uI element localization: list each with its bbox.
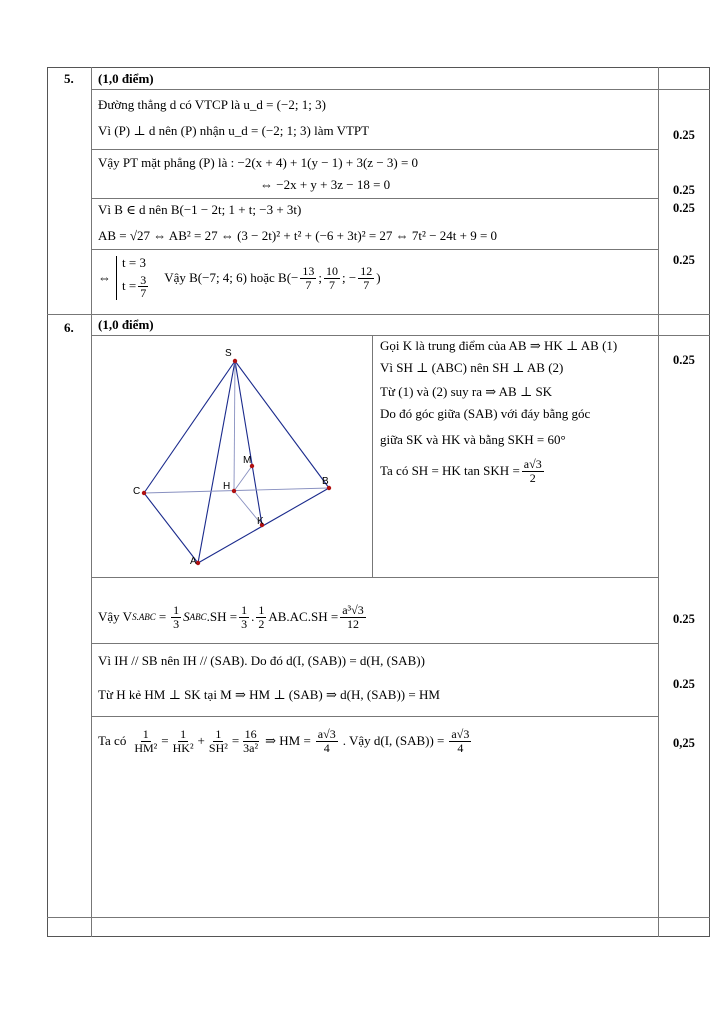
row-divider bbox=[91, 149, 658, 150]
q5-distance-equation: AB = √27 ⇔ AB² = 27 ⇔ (3 − 2t)² + t² + (−6 + 3t)² = 27 ⇔ 7t² − 24t + 9 = 0 bbox=[98, 228, 498, 243]
row-divider bbox=[47, 917, 710, 918]
denominator: 2 bbox=[258, 616, 265, 631]
numerator: 16 bbox=[244, 727, 257, 741]
edge-sc bbox=[144, 361, 235, 493]
denominator: 12 bbox=[346, 616, 359, 631]
question-points: (1,0 điểm) bbox=[98, 317, 154, 332]
q6-volume bbox=[98, 604, 368, 630]
fraction bbox=[340, 604, 366, 630]
segment-hm bbox=[234, 466, 252, 491]
solution-system bbox=[116, 256, 150, 300]
denominator: 4 bbox=[323, 740, 330, 755]
denominator: 7 bbox=[140, 286, 147, 301]
paren: ) bbox=[376, 269, 381, 285]
equals: = bbox=[158, 608, 167, 624]
score: 0,25 bbox=[673, 736, 695, 750]
numerator: 1 bbox=[215, 727, 222, 741]
q6-reason-5: giữa SK và HK và bằng SKH = 60° bbox=[380, 432, 566, 447]
area-symbol: S bbox=[183, 608, 190, 624]
fraction bbox=[358, 265, 374, 291]
numerator: 1 bbox=[142, 727, 149, 741]
denominator: 7 bbox=[363, 277, 370, 292]
final-label: Ta có bbox=[98, 732, 127, 748]
pyramid-figure bbox=[92, 336, 372, 576]
q6-reason-2: Vì SH ⊥ (ABC) nên SH ⊥ AB (2) bbox=[380, 360, 564, 375]
dot: . bbox=[251, 608, 255, 624]
fraction bbox=[171, 728, 196, 754]
separator: ; bbox=[318, 269, 323, 285]
fraction bbox=[241, 728, 260, 754]
fraction bbox=[171, 604, 181, 630]
implies: ⇒ HM = bbox=[265, 732, 311, 748]
score: 0.25 bbox=[673, 128, 695, 142]
fraction bbox=[239, 604, 249, 630]
vol-label: Vậy V bbox=[98, 608, 133, 624]
solution-t1: t = 3 bbox=[122, 255, 146, 270]
fraction bbox=[132, 728, 159, 754]
paren: (− bbox=[286, 269, 299, 285]
score: 0.25 bbox=[673, 612, 695, 626]
q6-height bbox=[380, 458, 546, 484]
denominator: 4 bbox=[457, 740, 464, 755]
q5-plane-equation: Vậy PT mặt phẳng (P) là : −2(x + 4) + 1(y − 1) + 3(z − 3) = 0 bbox=[98, 155, 419, 170]
score: 0.25 bbox=[673, 353, 695, 367]
numerator: 3 bbox=[140, 272, 147, 287]
row-divider bbox=[91, 89, 710, 90]
numerator: 1 bbox=[180, 727, 187, 741]
q6-reason-1: Gọi K là trung điểm của AB ⇒ HK ⊥ AB (1) bbox=[380, 338, 618, 353]
denominator: SH² bbox=[208, 740, 228, 755]
row-divider bbox=[91, 198, 658, 199]
denominator: 2 bbox=[529, 470, 536, 485]
question-number: 5. bbox=[64, 71, 74, 86]
fraction bbox=[316, 728, 338, 754]
q5-solution bbox=[98, 256, 381, 300]
fraction bbox=[324, 265, 340, 291]
q6-distance-1: Vì IH // SB nên IH // (SAB). Do đó d(I, (SAB)) = d(H, (SAB)) bbox=[98, 653, 425, 668]
plus: + bbox=[197, 732, 205, 748]
equivalence-symbol: ⇔ bbox=[98, 269, 111, 285]
label-m: M bbox=[243, 455, 252, 466]
label-h: H bbox=[223, 481, 231, 492]
denominator: 3 bbox=[173, 616, 180, 631]
denominator: 3 bbox=[241, 616, 248, 631]
numerator: 1 bbox=[173, 603, 180, 617]
segment-sk bbox=[235, 361, 262, 525]
edge-cb bbox=[144, 488, 329, 493]
q5-conclusion: Vậy B(−7; 4; 6) hoặc B bbox=[164, 269, 287, 285]
segment-sh bbox=[234, 361, 235, 491]
point-h bbox=[232, 489, 236, 493]
score: 0.25 bbox=[673, 253, 695, 267]
edge-sb bbox=[235, 361, 329, 488]
fraction bbox=[256, 604, 266, 630]
figure-divider bbox=[372, 335, 373, 577]
q6-final bbox=[98, 728, 473, 754]
numerator: 13 bbox=[302, 263, 315, 278]
solution-t2 bbox=[122, 274, 150, 300]
vol-mid: AB.AC.SH = bbox=[268, 608, 339, 624]
q5-point-b: Vì B ∈ d nên B(−1 − 2t; 1 + t; −3 + 3t) bbox=[98, 202, 302, 217]
score: 0.25 bbox=[673, 201, 695, 215]
denominator: HM² bbox=[134, 740, 158, 755]
q5-normal-vector: Vì (P) ⊥ d nên (P) nhận u_d = (−2; 1; 3) làm VTPT bbox=[98, 123, 370, 138]
row-divider bbox=[91, 716, 658, 717]
score: 0.25 bbox=[673, 677, 695, 691]
numerator: a√3 bbox=[523, 457, 542, 471]
numerator: 1 bbox=[241, 603, 248, 617]
fraction bbox=[138, 274, 148, 300]
fraction bbox=[207, 728, 230, 754]
question-points: (1,0 điểm) bbox=[98, 71, 154, 86]
label-k: K bbox=[257, 516, 264, 527]
separator: ; − bbox=[342, 269, 357, 285]
point-c bbox=[142, 491, 146, 495]
q6-reason-4: Do đó góc giữa (SAB) với đáy bằng góc bbox=[380, 406, 591, 421]
q5-plane-equation-simplified: ⇔ −2x + y + 3z − 18 = 0 bbox=[260, 177, 391, 192]
vol-subscript: S.ABC bbox=[132, 611, 156, 622]
label-b: B bbox=[322, 476, 329, 487]
numerator: 1 bbox=[258, 603, 265, 617]
q5-direction-vector: Đường thẳng d có VTCP là u_d = (−2; 1; 3) bbox=[98, 97, 326, 112]
equals: = bbox=[161, 732, 169, 748]
solution-t2-label: t = bbox=[122, 277, 137, 293]
q6-distance-2: Từ H kẻ HM ⊥ SK tại M ⇒ HM ⊥ (SAB) ⇒ d(H, (SAB)) = HM bbox=[98, 687, 440, 702]
numerator: a√3 bbox=[451, 727, 470, 741]
label-s: S bbox=[225, 348, 232, 359]
row-divider bbox=[91, 249, 658, 250]
area-subscript: ABC bbox=[189, 611, 207, 622]
point-s bbox=[233, 359, 237, 363]
label-a: A bbox=[190, 556, 197, 567]
score: 0.25 bbox=[673, 183, 695, 197]
vol-mid: .SH = bbox=[206, 608, 238, 624]
numerator: 12 bbox=[360, 263, 373, 278]
final-conclusion: . Vậy d(I, (SAB)) = bbox=[342, 732, 445, 748]
q6-height-label: Ta có SH = HK tan SKH = bbox=[380, 462, 520, 478]
row-divider bbox=[91, 577, 658, 578]
q6-reason-3: Từ (1) và (2) suy ra ⇒ AB ⊥ SK bbox=[380, 384, 553, 399]
edge-sa bbox=[198, 361, 235, 563]
denominator: 7 bbox=[305, 277, 312, 292]
denominator: 7 bbox=[329, 277, 336, 292]
label-c: C bbox=[133, 486, 141, 497]
equals: = bbox=[231, 732, 240, 748]
numerator: 10 bbox=[326, 263, 339, 278]
section-divider bbox=[47, 314, 710, 315]
denominator: HK² bbox=[172, 740, 194, 755]
row-divider bbox=[91, 643, 658, 644]
numerator: a³√3 bbox=[342, 603, 364, 617]
fraction bbox=[300, 265, 316, 291]
question-number: 6. bbox=[64, 320, 74, 335]
denominator: 3a² bbox=[243, 740, 259, 755]
edge-ca bbox=[144, 493, 198, 563]
fraction bbox=[449, 728, 471, 754]
numerator: a√3 bbox=[317, 727, 336, 741]
fraction bbox=[522, 458, 544, 484]
column-divider-score bbox=[658, 67, 659, 937]
